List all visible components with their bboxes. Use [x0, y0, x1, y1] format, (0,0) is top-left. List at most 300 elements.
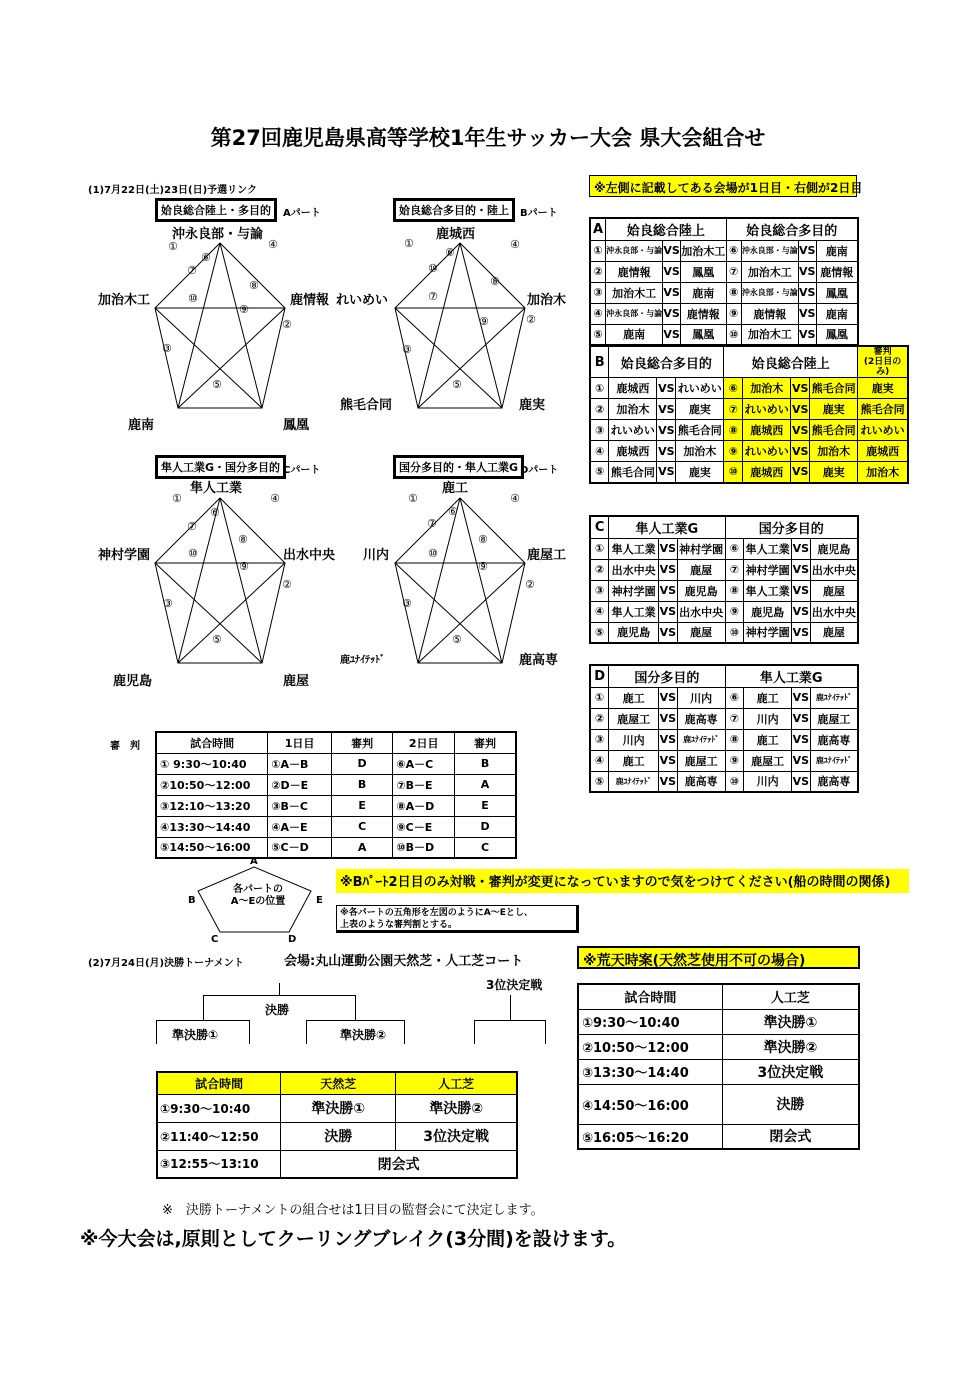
venue-header-day1: 隼人工業G: [609, 516, 725, 538]
match-number: ③: [590, 282, 606, 303]
part-d-pentagon: [390, 492, 535, 663]
home-team: 加治木工: [606, 282, 663, 303]
table-row: [590, 261, 858, 282]
part-b-match-table: [589, 345, 909, 484]
match-number: ⑧: [726, 282, 741, 303]
venue-header-day2: 隼人工業G: [725, 665, 858, 687]
match-number: ⑤: [590, 324, 606, 345]
vs-label: VS: [657, 420, 676, 441]
match-number: ③: [590, 420, 609, 441]
away-team: 鹿ﾕﾅｲﾃｯﾄﾞ: [810, 750, 858, 771]
home-team: 鹿工: [744, 687, 792, 708]
table-row: [590, 324, 858, 345]
match-number: ⑩: [188, 292, 198, 305]
table-header-row: [590, 218, 858, 240]
home-team: 鹿城西: [609, 378, 657, 399]
match-number: ⑧: [724, 420, 743, 441]
final-venue: 会場:丸山運動公園天然芝・人工芝コート: [284, 954, 524, 969]
match-number: ①: [590, 538, 609, 559]
day2-referee: A: [455, 774, 516, 795]
away-team: 鹿南: [680, 282, 726, 303]
away-team: 神村学園: [677, 538, 725, 559]
part-b-top: 鹿城西: [436, 227, 476, 242]
match-number: ⑩: [188, 547, 198, 560]
part-c-match-table: [589, 515, 859, 644]
schedule-header: 2日目: [393, 732, 455, 753]
match-number: ⑥: [725, 538, 744, 559]
bracket-sf1-right: [249, 1020, 250, 1044]
match-number: ③: [590, 729, 609, 750]
part-d-left: 川内: [363, 548, 390, 563]
match-number: ⑩: [428, 262, 438, 275]
table-row: [590, 708, 858, 729]
match-number: ⑥: [726, 240, 741, 261]
table-row: [590, 441, 908, 462]
venue-header-day2: 姶良総合多目的: [726, 218, 858, 240]
table-header-row: [590, 665, 858, 687]
match-number: ⑩: [726, 324, 741, 345]
match-number: ⑥: [725, 687, 744, 708]
away-team: 加治木: [810, 441, 858, 462]
match-number: ②: [526, 313, 536, 326]
pentagon-diagonal: [395, 563, 502, 663]
away-team: 鹿高専: [810, 771, 858, 792]
away-team: 鹿南: [816, 303, 858, 324]
away-team: 鹿屋: [677, 622, 725, 643]
away-team: 鳳凰: [816, 324, 858, 345]
time-slot: ①9:30～10:40: [578, 1009, 722, 1034]
away-team: 鹿児島: [677, 580, 725, 601]
venue-header-day1: 国分多目的: [609, 665, 725, 687]
referee-header: 審判 (2日目の み): [858, 346, 908, 378]
home-team: 鹿情報: [606, 261, 663, 282]
match-number: ⑤: [590, 622, 609, 643]
table-row: [590, 240, 858, 261]
match-number: ②: [590, 559, 609, 580]
venue-header-day1: 姶良総合多目的: [609, 346, 724, 378]
vs-label: VS: [791, 601, 810, 622]
day2-referee: B: [455, 753, 516, 774]
vs-label: VS: [663, 303, 681, 324]
day2-match: ⑩B－D: [393, 837, 455, 858]
day2-match: ⑦B－E: [393, 774, 455, 795]
match-number: ⑥: [724, 378, 743, 399]
final-header: (2)7月24日(月)決勝トーナメント: [88, 958, 244, 969]
day2-referee: D: [455, 816, 516, 837]
referee-label: 審 判: [110, 741, 140, 752]
part-d-top: 鹿工: [442, 481, 469, 496]
vs-label: VS: [657, 462, 676, 483]
footnote: ※ 決勝トーナメントの組合せは1日目の監督会にて決定します。: [162, 1203, 544, 1218]
away-team: 川内: [677, 687, 725, 708]
part-a-pentagon: [150, 238, 290, 413]
tour-header-row: [157, 1072, 517, 1094]
rain-row: [578, 1034, 859, 1059]
time-slot: ②11:40～12:50: [157, 1122, 281, 1150]
day2-match: ⑥A－C: [393, 753, 455, 774]
table-row: [590, 771, 858, 792]
table-header-row: [590, 516, 858, 538]
home-team: 鹿工: [609, 687, 659, 708]
match-number: ⑨: [239, 560, 249, 573]
match-number: ⑨: [726, 303, 741, 324]
home-team: 鹿情報: [741, 303, 798, 324]
away-team: 鹿ﾕﾅｲﾃｯﾄﾞ: [677, 729, 725, 750]
day1-match: ④A－E: [268, 816, 332, 837]
away-team: 出水中央: [677, 601, 725, 622]
match-number: ④: [510, 492, 520, 505]
vs-label: VS: [798, 324, 816, 345]
vs-label: VS: [659, 771, 678, 792]
vs-label: VS: [657, 441, 676, 462]
away-team: 鹿児島: [810, 538, 858, 559]
part-c-bottom-left: 鹿児島: [113, 674, 153, 689]
cooling-note: ※今大会は,原則としてクーリングブレイク(3分間)を設けます。: [80, 1228, 627, 1250]
artificial-turf-event: 3位決定戦: [722, 1059, 859, 1084]
away-team: 鹿屋工: [810, 708, 858, 729]
match-number: ⑩: [725, 622, 744, 643]
bracket-sf1-line: [156, 1020, 249, 1021]
match-number: ④: [268, 238, 278, 251]
home-team: 隼人工業: [609, 601, 659, 622]
vs-label: VS: [659, 708, 678, 729]
match-number: ⑦: [726, 261, 741, 282]
table-row: [590, 378, 908, 399]
home-team: 鹿南: [606, 324, 663, 345]
home-team: 隼人工業: [609, 538, 659, 559]
pentagon-diagonal: [220, 498, 262, 663]
vs-label: VS: [657, 378, 676, 399]
away-team: 出水中央: [810, 601, 858, 622]
bracket-final-stem: [279, 983, 280, 995]
part-d-suffix: Dパート: [520, 465, 559, 476]
tour-header: 人工芝: [396, 1072, 517, 1094]
vs-label: VS: [791, 580, 810, 601]
venue-note: ※左側に記載してある会場が1日目・右側が2日目: [589, 175, 857, 197]
part-d-venue: 国分多目的・隼人工業G: [393, 455, 524, 479]
vs-label: VS: [791, 378, 810, 399]
tour-row: [157, 1122, 517, 1150]
rain-row: [578, 1059, 859, 1084]
match-number: ③: [590, 580, 609, 601]
referee: 加治木: [858, 462, 908, 483]
day1-referee: E: [331, 795, 392, 816]
vs-label: VS: [791, 462, 810, 483]
match-number: ⑤: [452, 633, 462, 646]
part-c-top: 隼人工業: [190, 481, 243, 496]
match-number: ⑧: [490, 275, 500, 288]
match-number: ④: [510, 238, 520, 251]
part-label: D: [590, 665, 609, 687]
artificial-turf-event: 決勝: [722, 1084, 859, 1124]
part-a-top: 沖永良部・与論: [172, 227, 264, 242]
match-number: ①: [404, 237, 414, 250]
match-number: ⑩: [725, 771, 744, 792]
match-number: ⑥: [201, 251, 211, 264]
away-team: 鹿情報: [680, 303, 726, 324]
natural-grass-match: 決勝: [281, 1122, 396, 1150]
day1-referee: B: [331, 774, 392, 795]
schedule-header: 1日目: [268, 732, 332, 753]
away-team: 鳳凰: [816, 282, 858, 303]
time-slot: ①9:30～10:40: [157, 1094, 281, 1122]
day1-match: ③B－C: [268, 795, 332, 816]
home-team: 鹿屋工: [744, 750, 792, 771]
match-number: ⑨: [724, 441, 743, 462]
time-slot: ③12:10～13:20: [156, 795, 268, 816]
pos-label-e: E: [316, 895, 323, 906]
match-number: ②: [282, 318, 292, 331]
home-team: 神村学園: [609, 580, 659, 601]
vs-label: VS: [659, 538, 678, 559]
home-team: 加治木: [609, 399, 657, 420]
away-team: 熊毛合同: [810, 378, 858, 399]
part-b-suffix: Bパート: [520, 208, 558, 219]
rain-header-row: [578, 984, 859, 1009]
home-team: 鹿工: [609, 750, 659, 771]
match-number: ⑧: [725, 729, 744, 750]
away-team: 鹿実: [810, 462, 858, 483]
vs-label: VS: [663, 261, 681, 282]
vs-label: VS: [798, 261, 816, 282]
part-b-bottom-right: 鹿実: [519, 398, 546, 413]
match-number: ⑦: [724, 399, 743, 420]
vs-label: VS: [791, 420, 810, 441]
part-c-bottom-right: 鹿屋: [283, 674, 310, 689]
part-a-right: 鹿情報: [290, 293, 330, 308]
match-number: ⑧: [478, 533, 488, 546]
b-notice: ※Bﾊﾟｰﾄ2日目のみ対戦・審判が変更になっていますので気をつけてください(船の時間の関係): [336, 869, 909, 893]
table-row: [590, 538, 858, 559]
time-slot: ④13:30～14:40: [156, 816, 268, 837]
event: 閉会式: [281, 1150, 517, 1178]
tour-row: [157, 1150, 517, 1178]
day1-referee: C: [331, 816, 392, 837]
match-number: ②: [590, 708, 609, 729]
table-row: [590, 282, 858, 303]
tour-row: [157, 1094, 517, 1122]
referee: れいめい: [858, 420, 908, 441]
vs-label: VS: [659, 729, 678, 750]
match-number: ③: [402, 597, 412, 610]
part-b-left: れいめい: [336, 293, 389, 308]
home-team: 鹿城西: [743, 462, 791, 483]
day2-referee: C: [455, 837, 516, 858]
vs-label: VS: [663, 324, 681, 345]
vs-label: VS: [659, 750, 678, 771]
match-number: ④: [590, 601, 609, 622]
home-team: 川内: [744, 708, 792, 729]
bracket-left-drop: [203, 995, 204, 1020]
match-number: ③: [162, 342, 172, 355]
time-slot: ④14:50～16:00: [578, 1084, 722, 1124]
home-team: 出水中央: [609, 559, 659, 580]
match-number: ⑩: [724, 462, 743, 483]
rain-schedule-table: [577, 983, 860, 1150]
away-team: 鹿高専: [810, 729, 858, 750]
home-team: 鹿城西: [743, 420, 791, 441]
day2-match: ⑨C－E: [393, 816, 455, 837]
day1-match: ⑤C－D: [268, 837, 332, 858]
bracket-third-right: [545, 1020, 546, 1044]
away-team: れいめい: [676, 378, 724, 399]
bracket-top-line: [203, 995, 355, 996]
part-b-venue: 姶良総合多目的・陸上: [393, 198, 515, 222]
day1-referee: A: [331, 837, 392, 858]
part-a-left: 加治木工: [98, 293, 151, 308]
away-team: 熊毛合同: [810, 420, 858, 441]
day1-match: ②D－E: [268, 774, 332, 795]
match-number: ⑩: [428, 547, 438, 560]
time-slot: ① 9:30～10:40: [156, 753, 268, 774]
home-team: 加治木工: [741, 324, 798, 345]
away-team: 鹿屋: [677, 559, 725, 580]
away-team: 鹿高専: [677, 708, 725, 729]
match-number: ⑥: [445, 246, 455, 259]
match-number: ②: [590, 399, 609, 420]
schedule-row: [156, 795, 516, 816]
pentagon-diagonal: [220, 243, 262, 408]
home-team: 鹿児島: [744, 601, 792, 622]
bracket-third-line: [474, 1020, 545, 1021]
match-number: ⑦: [725, 708, 744, 729]
away-team: 鹿屋工: [677, 750, 725, 771]
home-team: 鹿ﾕﾅｲﾃｯﾄﾞ: [609, 771, 659, 792]
vs-label: VS: [657, 399, 676, 420]
match-number: ②: [525, 578, 535, 591]
part-label: B: [590, 346, 609, 378]
bracket-sf2-left: [306, 1020, 307, 1044]
part-d-right: 鹿屋工: [527, 548, 567, 563]
part-a-suffix: Aパート: [283, 208, 321, 219]
part-b-bottom-left: 熊毛合同: [340, 398, 393, 413]
tournament-table: [156, 1071, 518, 1179]
artificial-turf-event: 準決勝②: [722, 1034, 859, 1059]
vs-label: VS: [798, 303, 816, 324]
venue-header-day2: 姶良総合陸上: [724, 346, 858, 378]
part-d-bottom-right: 鹿高専: [519, 653, 559, 668]
pentagon-diagonal: [460, 498, 502, 663]
match-number: ⑧: [725, 580, 744, 601]
match-number: ⑨: [479, 315, 489, 328]
part-label: C: [590, 516, 609, 538]
away-team: 熊毛合同: [676, 420, 724, 441]
bracket-right-drop: [355, 995, 356, 1020]
vs-label: VS: [791, 771, 810, 792]
match-number: ⑤: [212, 378, 222, 391]
match-number: ④: [590, 750, 609, 771]
tour-header: 天然芝: [281, 1072, 396, 1094]
schedule-header: 審判: [455, 732, 516, 753]
match-number: ①: [590, 687, 609, 708]
table-row: [590, 399, 908, 420]
away-team: 鹿高専: [677, 771, 725, 792]
match-number: ⑤: [212, 633, 222, 646]
match-number: ③: [163, 597, 173, 610]
vs-label: VS: [659, 580, 678, 601]
pentagon-diagonal: [418, 308, 525, 408]
away-team: 出水中央: [810, 559, 858, 580]
part-d-bottom-left: 鹿ﾕﾅｲﾃｯﾄﾞ: [340, 655, 385, 666]
bracket-sf2-line: [306, 1020, 404, 1021]
pentagon-diagonal: [178, 563, 285, 663]
away-team: 鹿情報: [816, 261, 858, 282]
table-row: [590, 303, 858, 324]
part-c-left: 神村学園: [98, 548, 151, 563]
match-number: ⑤: [590, 462, 609, 483]
time-slot: ③12:55～13:10: [157, 1150, 281, 1178]
vs-label: VS: [791, 622, 810, 643]
venue-header-day1: 姶良総合陸上: [606, 218, 726, 240]
pos-label-c: C: [211, 934, 219, 945]
bracket-sf2-right: [404, 1020, 405, 1044]
match-number: ⑨: [725, 601, 744, 622]
rain-row: [578, 1009, 859, 1034]
part-a-bottom-right: 鳳凰: [283, 418, 310, 433]
match-number: ⑦: [187, 520, 197, 533]
schedule-header: 審判: [331, 732, 392, 753]
table-row: [590, 580, 858, 601]
vs-label: VS: [659, 622, 678, 643]
table-header-row: [590, 346, 908, 378]
home-team: 加治木: [743, 378, 791, 399]
time-slot: ③13:30～14:40: [578, 1059, 722, 1084]
rain-header: 人工芝: [722, 984, 859, 1009]
home-team: 沖永良部・与論: [606, 303, 663, 324]
schedule-header: 試合時間: [156, 732, 268, 753]
away-team: 鳳凰: [680, 324, 726, 345]
part-c-right: 出水中央: [283, 548, 336, 563]
vs-label: VS: [791, 708, 810, 729]
bracket-third-stem: [510, 995, 511, 1020]
home-team: 隼人工業: [744, 538, 792, 559]
part-c-pentagon: [150, 493, 290, 663]
bracket-final: 決勝: [265, 1003, 290, 1017]
artificial-turf-match: 準決勝②: [396, 1094, 517, 1122]
schedule-row: [156, 774, 516, 795]
rain-row: [578, 1124, 859, 1149]
home-team: 鹿城西: [609, 441, 657, 462]
vs-label: VS: [791, 559, 810, 580]
home-team: 熊毛合同: [609, 462, 657, 483]
match-number: ①: [408, 492, 418, 505]
referee: 熊毛合同: [858, 399, 908, 420]
match-number: ④: [590, 303, 606, 324]
part-b-right: 加治木: [527, 293, 567, 308]
away-team: 鹿南: [816, 240, 858, 261]
home-team: 沖永良部・与論: [741, 240, 798, 261]
home-team: 神村学園: [744, 622, 792, 643]
day1-referee: D: [331, 753, 392, 774]
pentagon-diagonal: [155, 308, 262, 408]
match-number: ③: [402, 343, 412, 356]
bracket-sf1-left: [156, 1020, 157, 1044]
schedule-header-row: [156, 732, 516, 753]
home-team: れいめい: [609, 420, 657, 441]
match-number: ②: [282, 578, 292, 591]
part-a-bottom-left: 鹿南: [128, 418, 155, 433]
artificial-turf-match: 3位決定戦: [396, 1122, 517, 1150]
match-number: ④: [270, 492, 280, 505]
away-team: 鹿ﾕﾅｲﾃｯﾄﾞ: [810, 687, 858, 708]
time-slot: ⑤14:50～16:00: [156, 837, 268, 858]
rain-row: [578, 1084, 859, 1124]
prelim-header: (1)7月22日(土)23日(日)予選リンク: [88, 185, 257, 196]
match-number: ⑨: [239, 303, 249, 316]
vs-label: VS: [798, 240, 816, 261]
venue-header-day2: 国分多目的: [725, 516, 858, 538]
bracket-third-left: [474, 1020, 475, 1044]
